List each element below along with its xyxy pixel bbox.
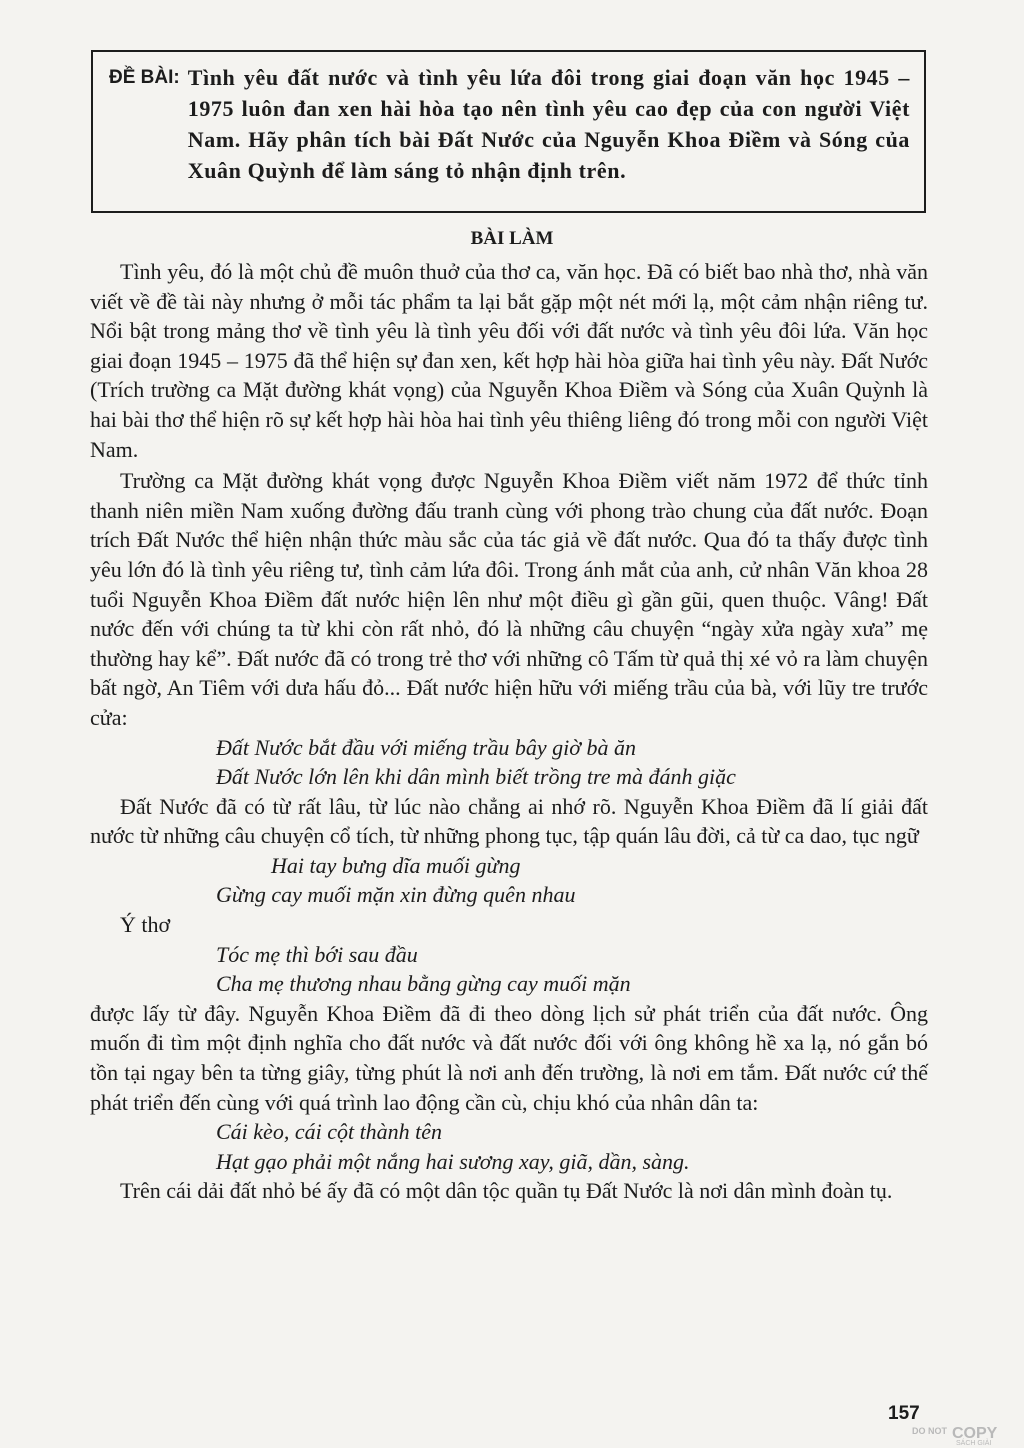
prompt-box (91, 50, 926, 213)
stamp-sach-giai: SÁCH GIẢI (956, 1440, 992, 1447)
prompt-text: Tình yêu đất nước và tình yêu lứa đôi trong giai đoạn văn học 1945 – 1975 luôn đan xen hài hòa tạo nên tình yêu cao đẹp của con người Việt Nam. Hãy phân tích bài Đất Nước của Nguyễn Khoa Điềm và Sóng của Xuân Quỳnh để làm sáng tỏ nhận định trên. (187, 65, 910, 183)
verse-line: Cái kèo, cái cột thành tên (216, 1119, 443, 1145)
verse-line: Đất Nước lớn lên khi dân mình biết trồng tre mà đánh giặc (216, 764, 736, 790)
stamp-do-not: DO NOT (912, 1426, 947, 1436)
essay-body (90, 257, 928, 1206)
prompt-label: ĐỀ BÀI: (109, 67, 180, 88)
verse-line: Hạt gạo phải một nắng hai sương xay, giã, dần, sàng. (216, 1148, 690, 1174)
verse-line: Cha mẹ thương nhau bằng gừng cay muối mặn (216, 971, 631, 997)
paragraph-intro: Tình yêu, đó là một chủ đề muôn thuở của thơ ca, văn học. Đã có biết bao nhà thơ, nhà văn viết về đề tài này nhưng ở mỗi tác phẩm ta lại bắt gặp một nét mới lạ, một cảm nhận riêng tư. Nổi bật trong mảng thơ về tình yêu là tình yêu đối với đất nước và tình yêu đôi lứa. Văn học giai đoạn 1945 – 1975 đã thể hiện sự đan xen, kết hợp hài hòa giữa hai tình yêu này. Đất Nước (Trích trường ca Mặt đường khát vọng) của Nguyễn Khoa Điềm và Sóng của Xuân Quỳnh là hai bài thơ thể hiện rõ sự kết hợp hài hòa hai tình yêu thiêng liêng đó trong mỗi con người Việt Nam. (90, 259, 928, 462)
paragraph-y-tho: Ý thơ (120, 912, 171, 938)
paragraph-dat-nuoc: Trường ca Mặt đường khát vọng được Nguyễn Khoa Điềm viết năm 1972 để thức tỉnh thanh niên miền Nam xuống đường đấu tranh cùng với phong trào chung của đất nước. Đoạn trích Đất Nước thể hiện nhận thức màu sắc của tác giả về đất nước. Qua đó ta thấy được tình yêu lớn đó là tình yêu riêng tư, tình cảm lứa đôi. Trong ánh mắt của anh, cử nhân Văn khoa 28 tuổi Nguyễn Khoa Điềm đất nước hiện lên như một điều gì gần gũi, quen thuộc. Vâng! Đất nước đến với chúng ta từ khi còn rất nhỏ, đó là những câu chuyện “ngày xửa ngày xưa” mẹ thường hay kể”. Đất nước đã có trong trẻ thơ với những cô Tấm từ quả thị xé vỏ ra làm chuyện bất ngờ, An Tiêm với dưa hấu đỏ... Đất nước hiện hữu với miếng trầu của bà, với lũy tre trước cửa: (90, 468, 928, 730)
stamp-copy: COPY (952, 1425, 998, 1442)
verse-line: Gừng cay muối mặn xin đừng quên nhau (216, 882, 576, 908)
prompt-row (109, 62, 910, 186)
essay-title: BÀI LÀM (470, 228, 554, 249)
watermark-stamp (912, 1427, 1012, 1447)
verse-line: Đất Nước bắt đầu với miếng trầu bây giờ bà ăn (216, 734, 636, 760)
page-number: 157 (888, 1403, 920, 1424)
verse-line: Tóc mẹ thì bới sau đầu (216, 941, 418, 967)
paragraph-development: được lấy từ đây. Nguyễn Khoa Điềm đã đi theo dòng lịch sử phát triển của đất nước. Ông muốn đi tìm một định nghĩa cho đất nước và đất nước đối với ông không hề xa lạ, nó gắn bó tồn tại ngay bên ta từng giây, từng phút là nơi anh đến trường, là nơi em tắm. Đất nước cứ thế phát triển đến cùng với quá trình lao động cần cù, chịu khó của nhân dân ta: (90, 1000, 928, 1115)
verse-line: Hai tay bưng dĩa muối gừng (271, 852, 521, 878)
paragraph-history: Đất Nước đã có từ rất lâu, từ lúc nào chẳng ai nhớ rõ. Nguyễn Khoa Điềm đã lí giải đất nước từ những câu chuyện cổ tích, từ những phong tục, tập quán lâu đời, cả từ ca dao, tục ngữ (90, 793, 928, 849)
paragraph-conclusion: Trên cái dải đất nhỏ bé ấy đã có một dân tộc quần tụ Đất Nước là nơi dân mình đoàn tụ. (120, 1178, 893, 1204)
